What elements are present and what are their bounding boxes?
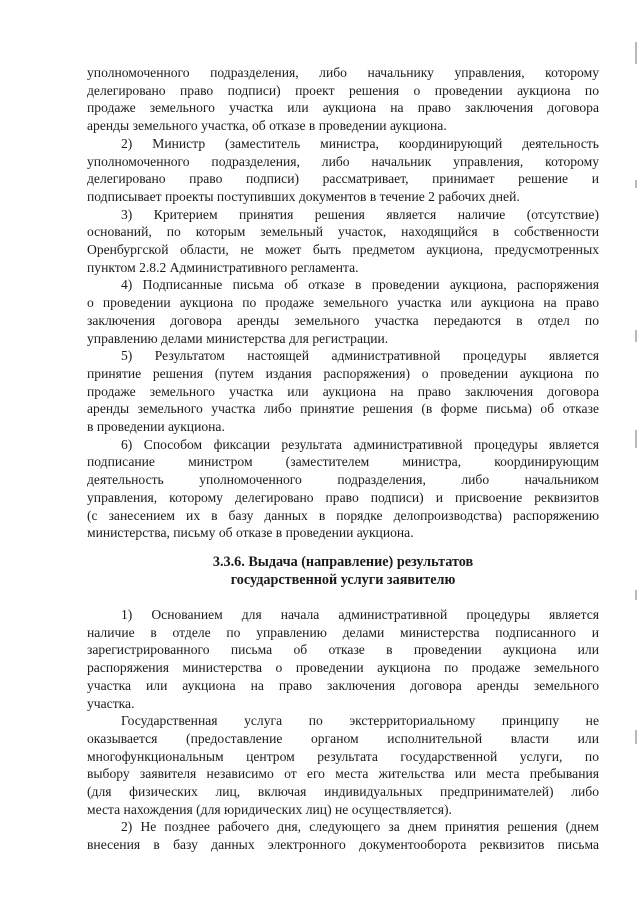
text-line: 5) Результатом настоящей административной процедуры является	[121, 348, 599, 364]
text-line: распоряжения министерства о проведении аукциона по продаже земельного	[87, 660, 599, 676]
scan-speck	[635, 42, 637, 64]
text-line: подписание министром (заместителем министра, координирующим	[87, 454, 599, 470]
text-line: министерства, письму об отказе в проведении аукциона.	[87, 525, 414, 541]
text-line: внесения в базу данных электронного документооборота реквизитов письма	[87, 837, 599, 853]
text-line: 6) Способом фиксации результата административной процедуры является	[121, 436, 599, 452]
text-line: принятие решения (путем издания распоряжения) о проведении аукциона по	[87, 365, 599, 381]
text-line: оснований, по которым земельный участок, находящийся в собственности	[87, 224, 599, 240]
scan-speck	[635, 590, 637, 600]
text-line: многофункциональным центром результата государственной услуги, по	[87, 748, 599, 764]
scan-speck	[635, 330, 637, 342]
text-line: 4) Подписанные письма об отказе в проведении аукциона, распоряжения	[121, 277, 599, 293]
text-line: продаже земельного участка или аукциона на право заключения договора	[87, 100, 599, 116]
text-line: управления, которому делегировано право подписи) и присвоение реквизитов	[87, 489, 599, 505]
text-line: в проведении аукциона.	[87, 419, 225, 435]
text-line: уполномоченного подразделения, либо начальнику управления, которому	[87, 65, 599, 80]
scan-speck	[635, 730, 637, 744]
heading-line: 3.3.6. Выдача (направление) результатов	[212, 554, 474, 570]
text-line: участка.	[87, 695, 135, 711]
text-line: заключения договора аренды земельного участка передаются в отдел по	[87, 312, 599, 328]
scan-speck	[635, 430, 637, 448]
text-line: о проведении аукциона по продаже земельного участка или аукциона на право	[87, 295, 599, 311]
text-line: делегировано право подписи) проект решения о проведении аукциона по	[87, 82, 599, 98]
text-line: делегировано право подписи) рассматривает, принимает решение и	[87, 171, 599, 187]
text-line: управлению делами министерства для регистрации.	[87, 330, 389, 346]
text-line: аренды земельного участка либо принятие решения (в форме письма) об отказе	[87, 401, 599, 417]
text-line: наличие в отделе по управлению делами министерства подписанного и	[87, 624, 599, 640]
text-line: 2) Не позднее рабочего дня, следующего за днем принятия решения (днем	[121, 819, 599, 835]
text-line: пунктом 2.8.2 Административного регламента.	[87, 259, 359, 275]
text-line: места нахождения (для юридических лиц) не осуществляется).	[87, 801, 452, 817]
text-line: подписывает проекты поступивших документов в течение 2 рабочих дней.	[87, 188, 520, 204]
text-line: уполномоченного подразделения, либо начальник управления, которому	[87, 153, 599, 169]
text-line: оказывается (предоставление органом исполнительной власти или	[87, 730, 599, 746]
text-line: деятельность уполномоченного подразделения, либо начальником	[87, 472, 599, 488]
text-line: (для физических лиц, включая индивидуальных предпринимателей) либо	[87, 784, 599, 800]
text-line: зарегистрированного письма об отказе в проведении аукциона или	[87, 642, 599, 658]
body-text-bottom	[87, 606, 599, 854]
body-text-top	[87, 64, 599, 542]
scan-edge-marks	[626, 30, 640, 870]
text-line: Государственная услуга по экстерриториальному принципу не	[121, 713, 599, 729]
text-line: Оренбургской области, не может быть предметом аукциона, предусмотренных	[87, 242, 599, 258]
text-line: 3) Критерием принятия решения является наличие (отсутствие)	[121, 206, 599, 222]
text-line: (с занесением их в базу данных в порядке делопроизводства) распоряжению	[87, 507, 599, 523]
text-line: 1) Основанием для начала административной процедуры является	[121, 607, 599, 622]
section-heading	[87, 554, 599, 589]
text-line: продаже земельного участка или аукциона на право заключения договора	[87, 383, 599, 399]
text-line: участка или аукциона на право заключения договора аренды земельного	[87, 677, 599, 693]
text-line: выбору заявителя независимо от его места жительства или места пребывания	[87, 766, 599, 782]
scan-speck	[635, 180, 637, 188]
text-line: 2) Министр (заместитель министра, координирующий деятельность	[121, 135, 599, 151]
heading-line: государственной услуги заявителю	[230, 571, 456, 588]
text-line: аренды земельного участка, об отказе в проведении аукциона.	[87, 118, 447, 134]
